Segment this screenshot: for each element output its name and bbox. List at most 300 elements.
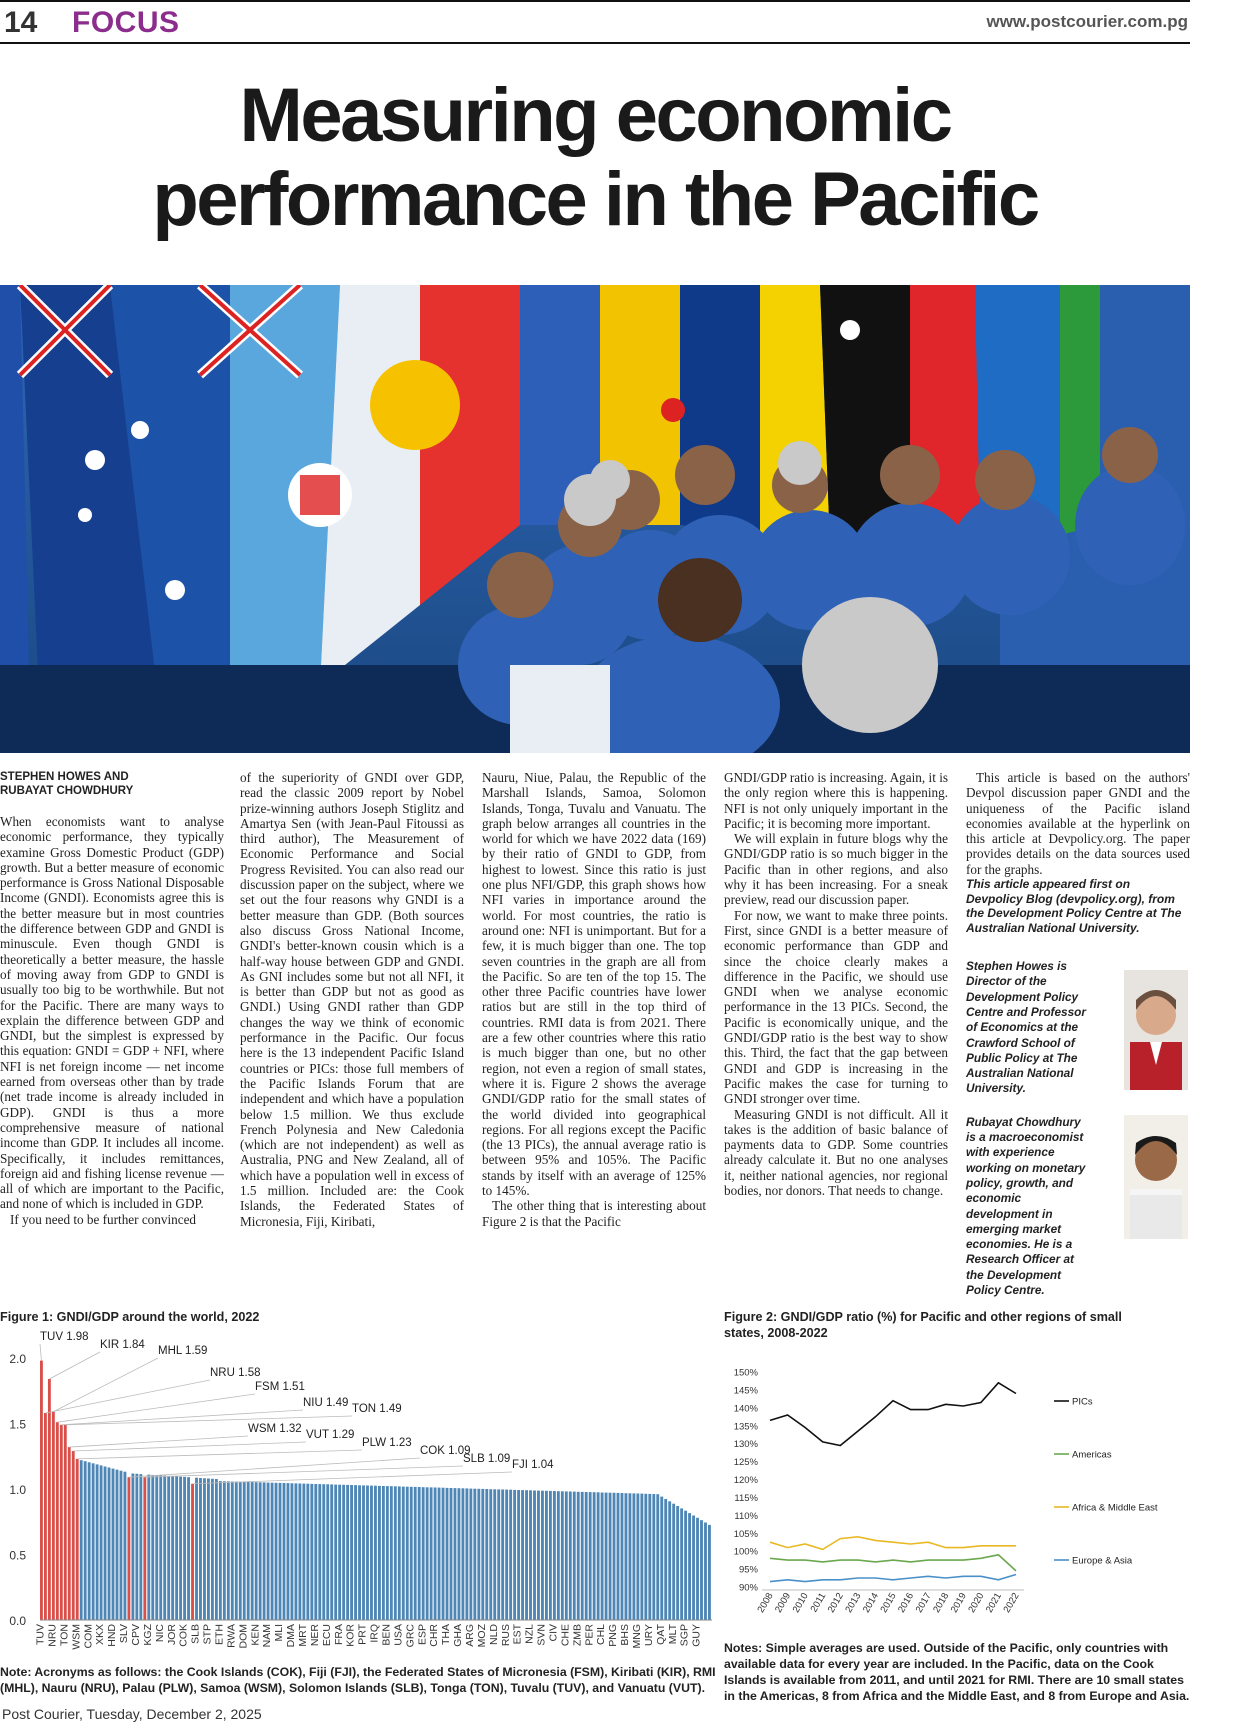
bar	[267, 1483, 270, 1620]
data-label: FSM 1.51	[255, 1381, 305, 1393]
bar	[549, 1491, 552, 1620]
bar	[227, 1481, 230, 1620]
x-tick-label: CIV	[547, 1624, 560, 1642]
bar	[434, 1488, 437, 1621]
x-tick-label: ECU	[320, 1624, 333, 1647]
bar	[386, 1486, 389, 1620]
bar	[418, 1487, 421, 1620]
data-label: TUV 1.98	[40, 1331, 89, 1343]
bar	[473, 1489, 476, 1620]
data-label: MHL 1.59	[158, 1345, 208, 1357]
series-line-pics	[770, 1383, 1016, 1446]
callout-line	[73, 1442, 306, 1451]
bar	[310, 1484, 313, 1620]
bar	[354, 1485, 357, 1620]
callout-line	[49, 1352, 100, 1379]
bar	[48, 1379, 51, 1620]
bar	[171, 1476, 174, 1620]
bar	[259, 1482, 262, 1620]
x-tick-label: NAM	[261, 1624, 274, 1648]
y-tick-label: 0.0	[9, 1614, 26, 1628]
bar	[80, 1460, 83, 1620]
bar	[175, 1476, 178, 1620]
bar	[44, 1413, 47, 1620]
bar	[358, 1485, 361, 1620]
bar	[501, 1490, 504, 1621]
callout-line	[77, 1450, 362, 1459]
source-credit: This article appeared first on Devpolicy Blog (devpolicy.org), from the Development Policy Centre at The Australian National University.	[966, 877, 1182, 935]
legend-label: Africa & Middle East	[1072, 1502, 1158, 1514]
bar	[84, 1461, 87, 1620]
author-photo-chowdhury	[1124, 1115, 1188, 1239]
bar	[330, 1484, 333, 1620]
bar	[684, 1511, 687, 1620]
bar	[215, 1479, 218, 1620]
bar	[545, 1491, 548, 1620]
bar	[135, 1474, 138, 1620]
x-tick-label: PER	[583, 1624, 596, 1646]
bar	[613, 1493, 616, 1620]
x-tick-label: CHE	[559, 1624, 572, 1647]
bar	[465, 1488, 468, 1620]
bar	[414, 1487, 417, 1620]
x-tick-label: BEN	[380, 1624, 393, 1646]
x-tick-label: FRA	[332, 1624, 345, 1645]
x-tick-label: URY	[643, 1624, 655, 1646]
article-column-3	[482, 770, 706, 1229]
bar	[481, 1489, 484, 1620]
x-tick-label: CPV	[130, 1624, 142, 1646]
x-tick-label: KEN	[249, 1624, 262, 1646]
x-tick-label: HND	[106, 1624, 119, 1647]
bar	[219, 1481, 222, 1620]
bar	[593, 1492, 596, 1620]
x-tick-label: JOR	[165, 1624, 178, 1645]
bar	[450, 1488, 453, 1620]
bar	[446, 1488, 449, 1620]
bar	[362, 1485, 365, 1620]
bar	[147, 1475, 150, 1620]
headline-line-2: performance in the Pacific	[152, 157, 1038, 242]
bar	[243, 1482, 246, 1620]
bar	[553, 1491, 556, 1620]
bar	[247, 1482, 250, 1620]
x-tick-label: CHL	[595, 1624, 608, 1646]
x-tick-label: DOM	[237, 1624, 250, 1649]
bar	[565, 1491, 568, 1620]
bar	[609, 1493, 612, 1620]
bar	[294, 1483, 297, 1620]
x-tick-label: THA	[440, 1624, 453, 1645]
bar	[108, 1468, 111, 1621]
bar	[112, 1469, 115, 1620]
x-tick-label: 2013	[843, 1591, 864, 1615]
bar	[167, 1476, 170, 1620]
site-url[interactable]: www.postcourier.com.pg	[986, 12, 1188, 31]
data-label: COK 1.09	[420, 1445, 471, 1457]
bar	[660, 1497, 663, 1620]
x-tick-label: GUY	[690, 1624, 703, 1647]
y-tick-label: 135%	[733, 1421, 758, 1433]
data-label: FJI 1.04	[512, 1459, 554, 1471]
bar	[692, 1516, 695, 1621]
x-tick-label: BHS	[619, 1624, 632, 1646]
x-tick-label: NRU	[46, 1624, 59, 1647]
y-tick-label: 120%	[733, 1475, 758, 1486]
article-column-1	[0, 770, 224, 1227]
x-tick-label: MLI	[273, 1624, 286, 1642]
bar	[366, 1486, 369, 1621]
bar	[211, 1479, 214, 1620]
bar	[235, 1482, 238, 1620]
bar	[179, 1477, 182, 1620]
bar	[629, 1493, 632, 1620]
bar	[517, 1490, 520, 1620]
figure-2-note: Notes: Simple averages are used. Outside of the Pacific, only countries with available data for every year are included. In the Pacific, data on the Cook Islands is available from 2011, and until 2021 for RMI. There are 10 small states in the Americas, 8 from Africa and the Middle East, and 8 from Europe and Asia.	[724, 1641, 1190, 1703]
x-tick-label: DMA	[285, 1624, 298, 1648]
bar	[271, 1483, 274, 1620]
x-tick-label: COK	[177, 1624, 190, 1647]
bar	[151, 1475, 154, 1620]
series-line-americas	[770, 1555, 1016, 1571]
bar	[342, 1485, 345, 1620]
legend-label: PICs	[1072, 1396, 1093, 1408]
bar	[561, 1491, 564, 1620]
bar	[120, 1471, 123, 1620]
bar	[72, 1451, 75, 1620]
y-tick-label: 125%	[733, 1457, 758, 1469]
y-tick-label: 1.0	[9, 1483, 26, 1497]
bar	[52, 1412, 55, 1620]
bar	[573, 1492, 576, 1620]
figure-2-chart	[724, 1364, 1190, 1638]
x-tick-label: 2016	[896, 1591, 917, 1615]
bar	[306, 1484, 309, 1620]
bar	[187, 1477, 190, 1620]
y-tick-label: 130%	[733, 1439, 758, 1451]
series-line-europe-asia	[770, 1575, 1016, 1582]
callout-line	[45, 1380, 210, 1413]
x-tick-label: RUS	[499, 1624, 512, 1647]
bar	[96, 1464, 99, 1620]
x-tick-label: 2011	[808, 1591, 829, 1615]
bar	[577, 1492, 580, 1620]
bar	[40, 1361, 43, 1620]
bar	[338, 1485, 341, 1620]
byline-line-1: STEPHEN HOWES AND	[0, 771, 129, 783]
paragraph: If you need to be further convinced	[10, 1211, 197, 1227]
bar	[497, 1489, 500, 1620]
bar	[696, 1518, 699, 1620]
x-tick-label: 2010	[790, 1591, 811, 1615]
paragraph: Nauru, Niue, Palau, the Republic of the Marshall Islands, Samoa, Solomon Islands, Tonga, Tuvalu and Vanuatu. The graph below arranges all countries in the world for which we have 2022 data (169) by their ratio of GNDI to GDP, from highest to lowest. Since this ratio is just one plus NFI/GDP, this graph shows how NFI varies in importance around the world. For most countries, the ratio is around one: NFI is unimportant. But for a few, it is much bigger than one. The top seven countries in the graph are all from the Pacific. So are ten of the top 15. The other three Pacific countries have lower ratios but are still in the top third of countries. RMI data is from 2021. There are a few other countries where this ratio is much bigger than one, but no other region, not even a region of small states, where it is. Figure 2 shows the average GNDI/GDP ratio for the small states of the world divided into geographical regions. For all regions except the Pacific (the 13 PICs), the annual average ratio is between 95% and 105%. The Pacific stands by itself with an average of 125% to 145%.	[482, 770, 706, 1199]
bar	[64, 1425, 67, 1620]
y-tick-label: 0.5	[9, 1548, 26, 1563]
bar	[676, 1506, 679, 1620]
data-label: WSM 1.32	[248, 1423, 302, 1435]
bar	[680, 1508, 683, 1620]
figure-2-title: Figure 2: GNDI/GDP ratio (%) for Pacific and other regions of small states, 2008-2022	[724, 1310, 1122, 1340]
bar	[88, 1462, 91, 1620]
legend-label: Americas	[1072, 1449, 1112, 1461]
x-tick-label: 2017	[913, 1591, 934, 1615]
bar	[617, 1493, 620, 1620]
bar	[191, 1484, 194, 1620]
x-tick-label: GRC	[404, 1624, 417, 1648]
bar	[195, 1478, 198, 1620]
y-tick-label: 1.5	[9, 1417, 26, 1432]
bar	[652, 1494, 655, 1620]
bar	[382, 1486, 385, 1620]
bar	[346, 1485, 349, 1620]
data-label: NIU 1.49	[303, 1397, 349, 1409]
figure-1-title: Figure 1: GNDI/GDP around the world, 2022	[0, 1310, 260, 1324]
data-label: SLB 1.09	[463, 1453, 511, 1465]
bar	[56, 1422, 59, 1620]
bar	[139, 1474, 142, 1620]
x-tick-label: COM	[82, 1624, 95, 1649]
x-tick-label: 2018	[931, 1591, 952, 1615]
data-label: VUT 1.29	[306, 1429, 355, 1441]
bar	[537, 1491, 540, 1620]
bar	[298, 1484, 301, 1621]
bar	[406, 1487, 409, 1620]
author-bio-howes: Stephen Howes is Director of the Development Policy Centre and Professor of Economics at the Crawford School of Public Policy at The Australian National University.	[966, 959, 1086, 1096]
data-label: PLW 1.23	[362, 1437, 412, 1449]
bar	[76, 1459, 79, 1620]
x-tick-label: ESP	[416, 1624, 429, 1646]
bar	[521, 1490, 524, 1620]
figure-1-chart	[0, 1326, 716, 1662]
bar	[104, 1467, 107, 1621]
y-tick-label: 115%	[734, 1492, 758, 1504]
bar	[116, 1470, 119, 1620]
data-label: NRU 1.58	[210, 1367, 261, 1379]
bar	[263, 1482, 266, 1620]
bar	[700, 1520, 703, 1620]
bar	[656, 1494, 659, 1620]
page-number: 14	[4, 6, 38, 39]
x-tick-label: STP	[201, 1624, 214, 1645]
bar	[199, 1478, 202, 1620]
x-tick-label: TON	[58, 1624, 71, 1646]
bar	[68, 1447, 71, 1620]
x-tick-label: WSM	[70, 1624, 83, 1650]
bar	[493, 1489, 496, 1620]
bar	[509, 1490, 512, 1620]
bar	[557, 1491, 560, 1620]
bar	[569, 1492, 572, 1621]
paragraph: of the superiority of GNDI over GDP, read the classic 2009 report by Nobel prize-winning authors Joseph Stiglitz and Amartya Sen (with Jean-Paul Fitoussi as third author), The Measurement of Economic Performance and Social Progress Revisited. You can also read our discussion paper on the subject, where we set out the four reasons why GNDI is a better measure than GDP. (Both sources also discuss Gross National Income, GNDI's better-known cousin which is a half-way house between GDP and GNDI. As GNI includes some but not all NFI, it is better than GDP but not as good as GNDI.) Using GNDI rather than GDP changes the way we think of economic performance in the Pacific. Our focus here is the 13 independent Pacific Island countries or PICs: those full members of the Pacific Islands Forum that are independent and which have a population below 1.5 million. We thus exclude French Polynesia and New Caledonia (which are not independent) as well as Australia, PNG and New Zealand, all of which have a population well in excess of 1.5 million. Included are: the Cook Islands, the Federated States of Micronesia, Fiji, Kiribati,	[240, 770, 464, 1229]
bar	[672, 1504, 675, 1620]
x-tick-label: 2019	[948, 1591, 969, 1615]
y-tick-label: 100%	[733, 1546, 758, 1558]
masthead	[0, 0, 1190, 44]
page-footer: Post Courier, Tuesday, December 2, 2025	[2, 1706, 262, 1722]
bar	[625, 1493, 628, 1620]
bar	[155, 1475, 158, 1620]
bar	[287, 1483, 290, 1620]
paragraph: GNDI/GDP ratio is increasing. Again, it is the only region where this is happening. NFI is not only uniquely important in the Pacific; it is becoming more important.	[724, 770, 948, 831]
figure-1-note: Note: Acronyms as follows: the Cook Islands (COK), Fiji (FJI), the Federated States of Micronesia (FSM), Kiribati (KIR), RMI (MHL), Nauru (NRU), Palau (PLW), Samoa (WSM), Solomon Islands (SLB), Tonga (TON), Tuvalu (TUV), and Vanuatu (VUT).	[0, 1665, 716, 1695]
bar	[131, 1474, 134, 1621]
bar	[668, 1501, 671, 1620]
bar	[485, 1489, 488, 1620]
x-tick-label: MNG	[631, 1624, 643, 1649]
x-tick-label: 2014	[860, 1591, 882, 1615]
bar	[350, 1485, 353, 1620]
bar	[605, 1493, 608, 1620]
x-tick-label: MOZ	[476, 1624, 488, 1648]
x-tick-label: IRQ	[368, 1624, 381, 1643]
bar	[60, 1425, 63, 1620]
bar	[394, 1486, 397, 1620]
x-tick-label: 2009	[773, 1591, 794, 1615]
bar	[326, 1484, 329, 1620]
bar	[92, 1463, 95, 1620]
x-tick-label: TUV	[34, 1624, 47, 1645]
bar	[163, 1476, 166, 1620]
bar	[632, 1493, 635, 1620]
bar	[489, 1489, 492, 1620]
bar	[469, 1489, 472, 1620]
bar	[402, 1487, 405, 1620]
bar	[648, 1494, 651, 1620]
x-tick-label: EST	[511, 1624, 524, 1645]
headline-line-1: Measuring economic	[239, 73, 951, 158]
bar	[597, 1492, 600, 1620]
bar	[291, 1483, 294, 1620]
bar	[454, 1488, 457, 1620]
bar	[314, 1484, 317, 1620]
author-photo-howes	[1124, 970, 1188, 1090]
bar	[231, 1482, 234, 1621]
bar	[143, 1477, 146, 1620]
x-tick-label: NZL	[523, 1624, 536, 1644]
x-tick-label: MRT	[297, 1624, 309, 1647]
bar	[664, 1499, 667, 1620]
bar	[589, 1492, 592, 1620]
x-tick-label: 2020	[966, 1591, 987, 1615]
bar	[708, 1525, 711, 1620]
x-tick-label: 2008	[755, 1591, 776, 1615]
bar	[458, 1488, 461, 1620]
bar	[183, 1477, 186, 1620]
x-tick-label: CHR	[428, 1624, 441, 1647]
lead-photo	[0, 285, 1190, 753]
bar	[251, 1482, 254, 1620]
bar	[541, 1491, 544, 1620]
bar	[124, 1472, 127, 1620]
byline	[0, 770, 224, 798]
x-tick-label: XKX	[94, 1624, 107, 1646]
x-tick-label: 2022	[1001, 1591, 1022, 1615]
x-tick-label: PRT	[356, 1624, 369, 1645]
bar	[461, 1488, 464, 1620]
data-label: TON 1.49	[352, 1403, 402, 1415]
bar	[621, 1493, 624, 1620]
data-label: KIR 1.84	[100, 1339, 145, 1351]
bar	[644, 1494, 647, 1620]
y-tick-label: 140%	[733, 1403, 758, 1415]
bar	[533, 1491, 536, 1621]
y-tick-label: 2.0	[9, 1352, 26, 1366]
x-tick-label: USA	[392, 1624, 405, 1646]
y-tick-label: 150%	[733, 1367, 758, 1379]
y-tick-label: 90%	[738, 1582, 758, 1594]
x-tick-label: SGP	[678, 1624, 691, 1647]
bar	[223, 1481, 226, 1620]
bar	[529, 1490, 532, 1620]
bar	[374, 1486, 377, 1620]
article-column-4	[724, 770, 948, 1198]
bar	[255, 1482, 258, 1620]
callout-line	[65, 1416, 352, 1425]
bar	[378, 1486, 381, 1620]
x-tick-label: GHA	[452, 1624, 465, 1647]
bar	[318, 1484, 321, 1620]
y-tick-label: 105%	[733, 1528, 758, 1540]
x-tick-label: KOR	[344, 1624, 357, 1647]
y-tick-label: 145%	[733, 1385, 758, 1397]
y-tick-label: 110%	[734, 1510, 758, 1522]
x-tick-label: ETH	[213, 1624, 226, 1645]
legend-label: Europe & Asia	[1072, 1555, 1133, 1567]
bar	[410, 1487, 413, 1620]
x-tick-label: KGZ	[141, 1624, 154, 1646]
bar	[442, 1488, 445, 1620]
bar	[505, 1490, 508, 1620]
bar	[159, 1475, 162, 1620]
bar	[334, 1485, 337, 1620]
x-tick-label: 2021	[983, 1591, 1005, 1615]
bar	[398, 1486, 401, 1620]
bar	[283, 1483, 286, 1620]
bar	[640, 1494, 643, 1620]
headline	[0, 74, 1190, 242]
bar	[636, 1494, 639, 1621]
paragraph: The other thing that is interesting about Figure 2 is that the Pacific	[482, 1198, 706, 1229]
byline-line-2: RUBAYAT CHOWDHURY	[0, 785, 134, 797]
x-tick-label: MLT	[666, 1624, 679, 1645]
bar	[100, 1465, 103, 1620]
x-tick-label: 2015	[878, 1591, 899, 1615]
callout-line	[57, 1394, 255, 1422]
x-tick-label: ARG	[464, 1624, 476, 1647]
bar	[322, 1484, 325, 1620]
y-tick-label: 95%	[738, 1564, 758, 1576]
bar	[601, 1493, 604, 1621]
bar	[688, 1513, 691, 1620]
x-tick-label: NIC	[153, 1624, 166, 1643]
bar	[279, 1483, 282, 1620]
callout-line	[129, 1458, 420, 1477]
bar	[426, 1487, 429, 1620]
x-tick-label: SLB	[189, 1624, 202, 1644]
paragraph: When economists want to analyse economic performance, they typically examine Gross Domestic Product (GDP) growth. But a better measure of economic performance is Gross National Disposable Income (GNDI). Economists agree this is the better measure but in most countries the difference between GDP and GNDI is minuscule. Even though GNDI is theoretically a better measure, the hassle of moving away from GDP to GNDI is usually too big to be worthwhile. But not for the Pacific. There are many ways to explain the difference between GDP and GNDI, but the simplest is expressed by this equation: GNDI = GDP + NFI, where NFI is net foreign income — net income earned from overseas other than by trade (net trade income is already included in GDP). GNDI is thus a more comprehensive measure of national income than GDP. It includes all income. Specifically, it includes remittances, foreign aid and fishing license revenue — all of which are important to the Pacific, and none of which is included in GDP.	[0, 814, 224, 1212]
section-title: FOCUS	[72, 6, 180, 39]
bar	[581, 1492, 584, 1620]
callout-line	[53, 1358, 158, 1412]
bar	[525, 1490, 528, 1620]
x-tick-label: SLV	[118, 1624, 131, 1644]
article-column-2	[240, 770, 464, 1229]
bar	[302, 1484, 305, 1620]
x-tick-label: RWA	[225, 1624, 238, 1648]
bar	[513, 1490, 516, 1620]
bar	[127, 1477, 130, 1620]
callout-line	[40, 1344, 41, 1361]
